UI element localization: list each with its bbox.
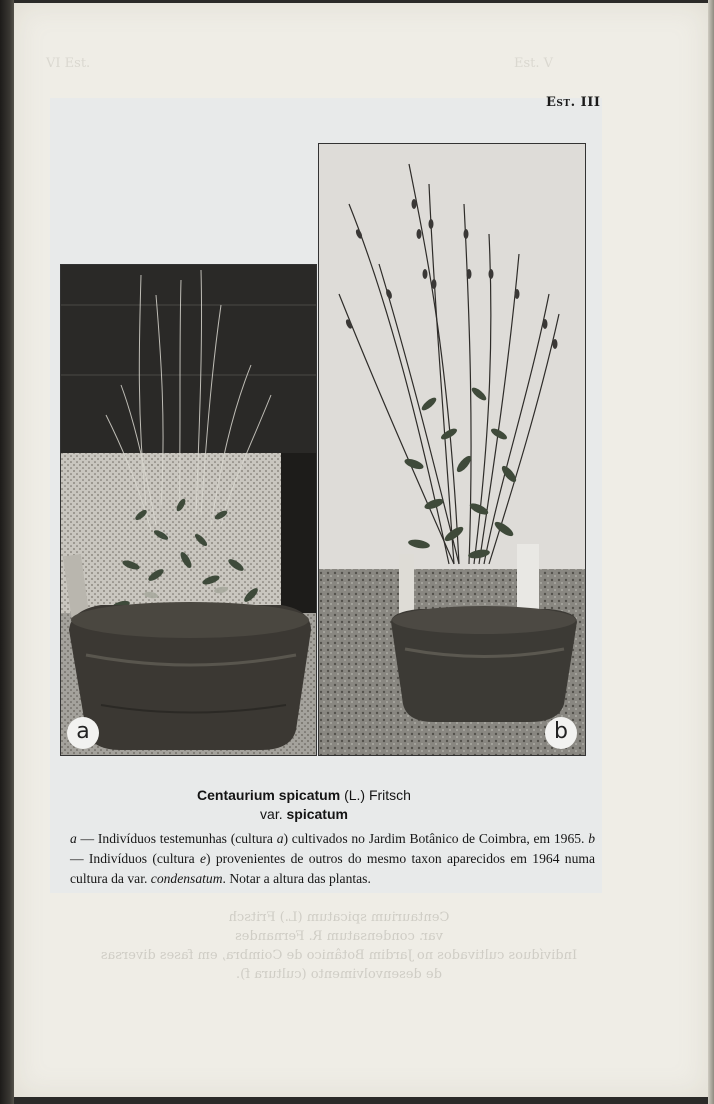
photo-a xyxy=(60,264,317,756)
variety-line xyxy=(44,805,564,824)
part-a-culture: a xyxy=(276,831,284,846)
variety-prefix: var. xyxy=(260,806,283,822)
book-page xyxy=(14,3,708,1097)
figure-label-b: b xyxy=(545,717,577,749)
species-line xyxy=(44,786,564,805)
part-b-letter: b xyxy=(588,831,595,846)
part-a-text: — Indivíduos testemunhas (cultura xyxy=(76,831,277,846)
photo-b xyxy=(318,143,586,756)
caption-body xyxy=(70,829,595,889)
part-a-text-cont: ) cultivados no Jardim Botânico de Coimbra, em 1965. xyxy=(283,831,589,846)
plate-number: Est. III xyxy=(546,95,601,110)
bleed-through-header-left: VI Est. xyxy=(46,56,91,71)
species-name: Centaurium spicatum xyxy=(197,787,341,803)
variety-name: spicatum xyxy=(286,806,348,822)
part-a-letter: a xyxy=(70,831,77,846)
part-b-text-end: . Notar a altura das plantas. xyxy=(222,871,371,886)
bleed-through-caption xyxy=(79,908,599,984)
variety-condensatum: condensatum xyxy=(150,871,223,886)
book-binding-edge xyxy=(0,0,14,1104)
part-b-text-cont: ) provenientes de outros do mesmo taxon aparecidos em 1964 numa cultura da var. xyxy=(70,851,595,886)
part-b-text: — Indivíduos (cultura xyxy=(70,851,200,866)
figure-label-a: a xyxy=(67,717,99,749)
bleed-through-header-right: Est. V xyxy=(514,56,554,71)
photo-a-image xyxy=(61,265,316,755)
bleed-through-line: Indivíduos cultivados no Jardim Botânico de Coimbra, em fases diversas xyxy=(100,948,578,963)
bleed-through-line: Centaurium spicatum (L.) Fritsch xyxy=(228,910,450,925)
bleed-through-line: var. condensatum R. Fernandes xyxy=(235,929,443,944)
caption-title xyxy=(44,786,564,824)
page-edge xyxy=(708,0,714,1104)
species-authority: (L.) Fritsch xyxy=(344,787,411,803)
bleed-through-line: de desenvolvimento (cultura f). xyxy=(236,967,442,982)
photo-b-image xyxy=(319,144,585,755)
part-b-culture: e xyxy=(199,851,206,866)
